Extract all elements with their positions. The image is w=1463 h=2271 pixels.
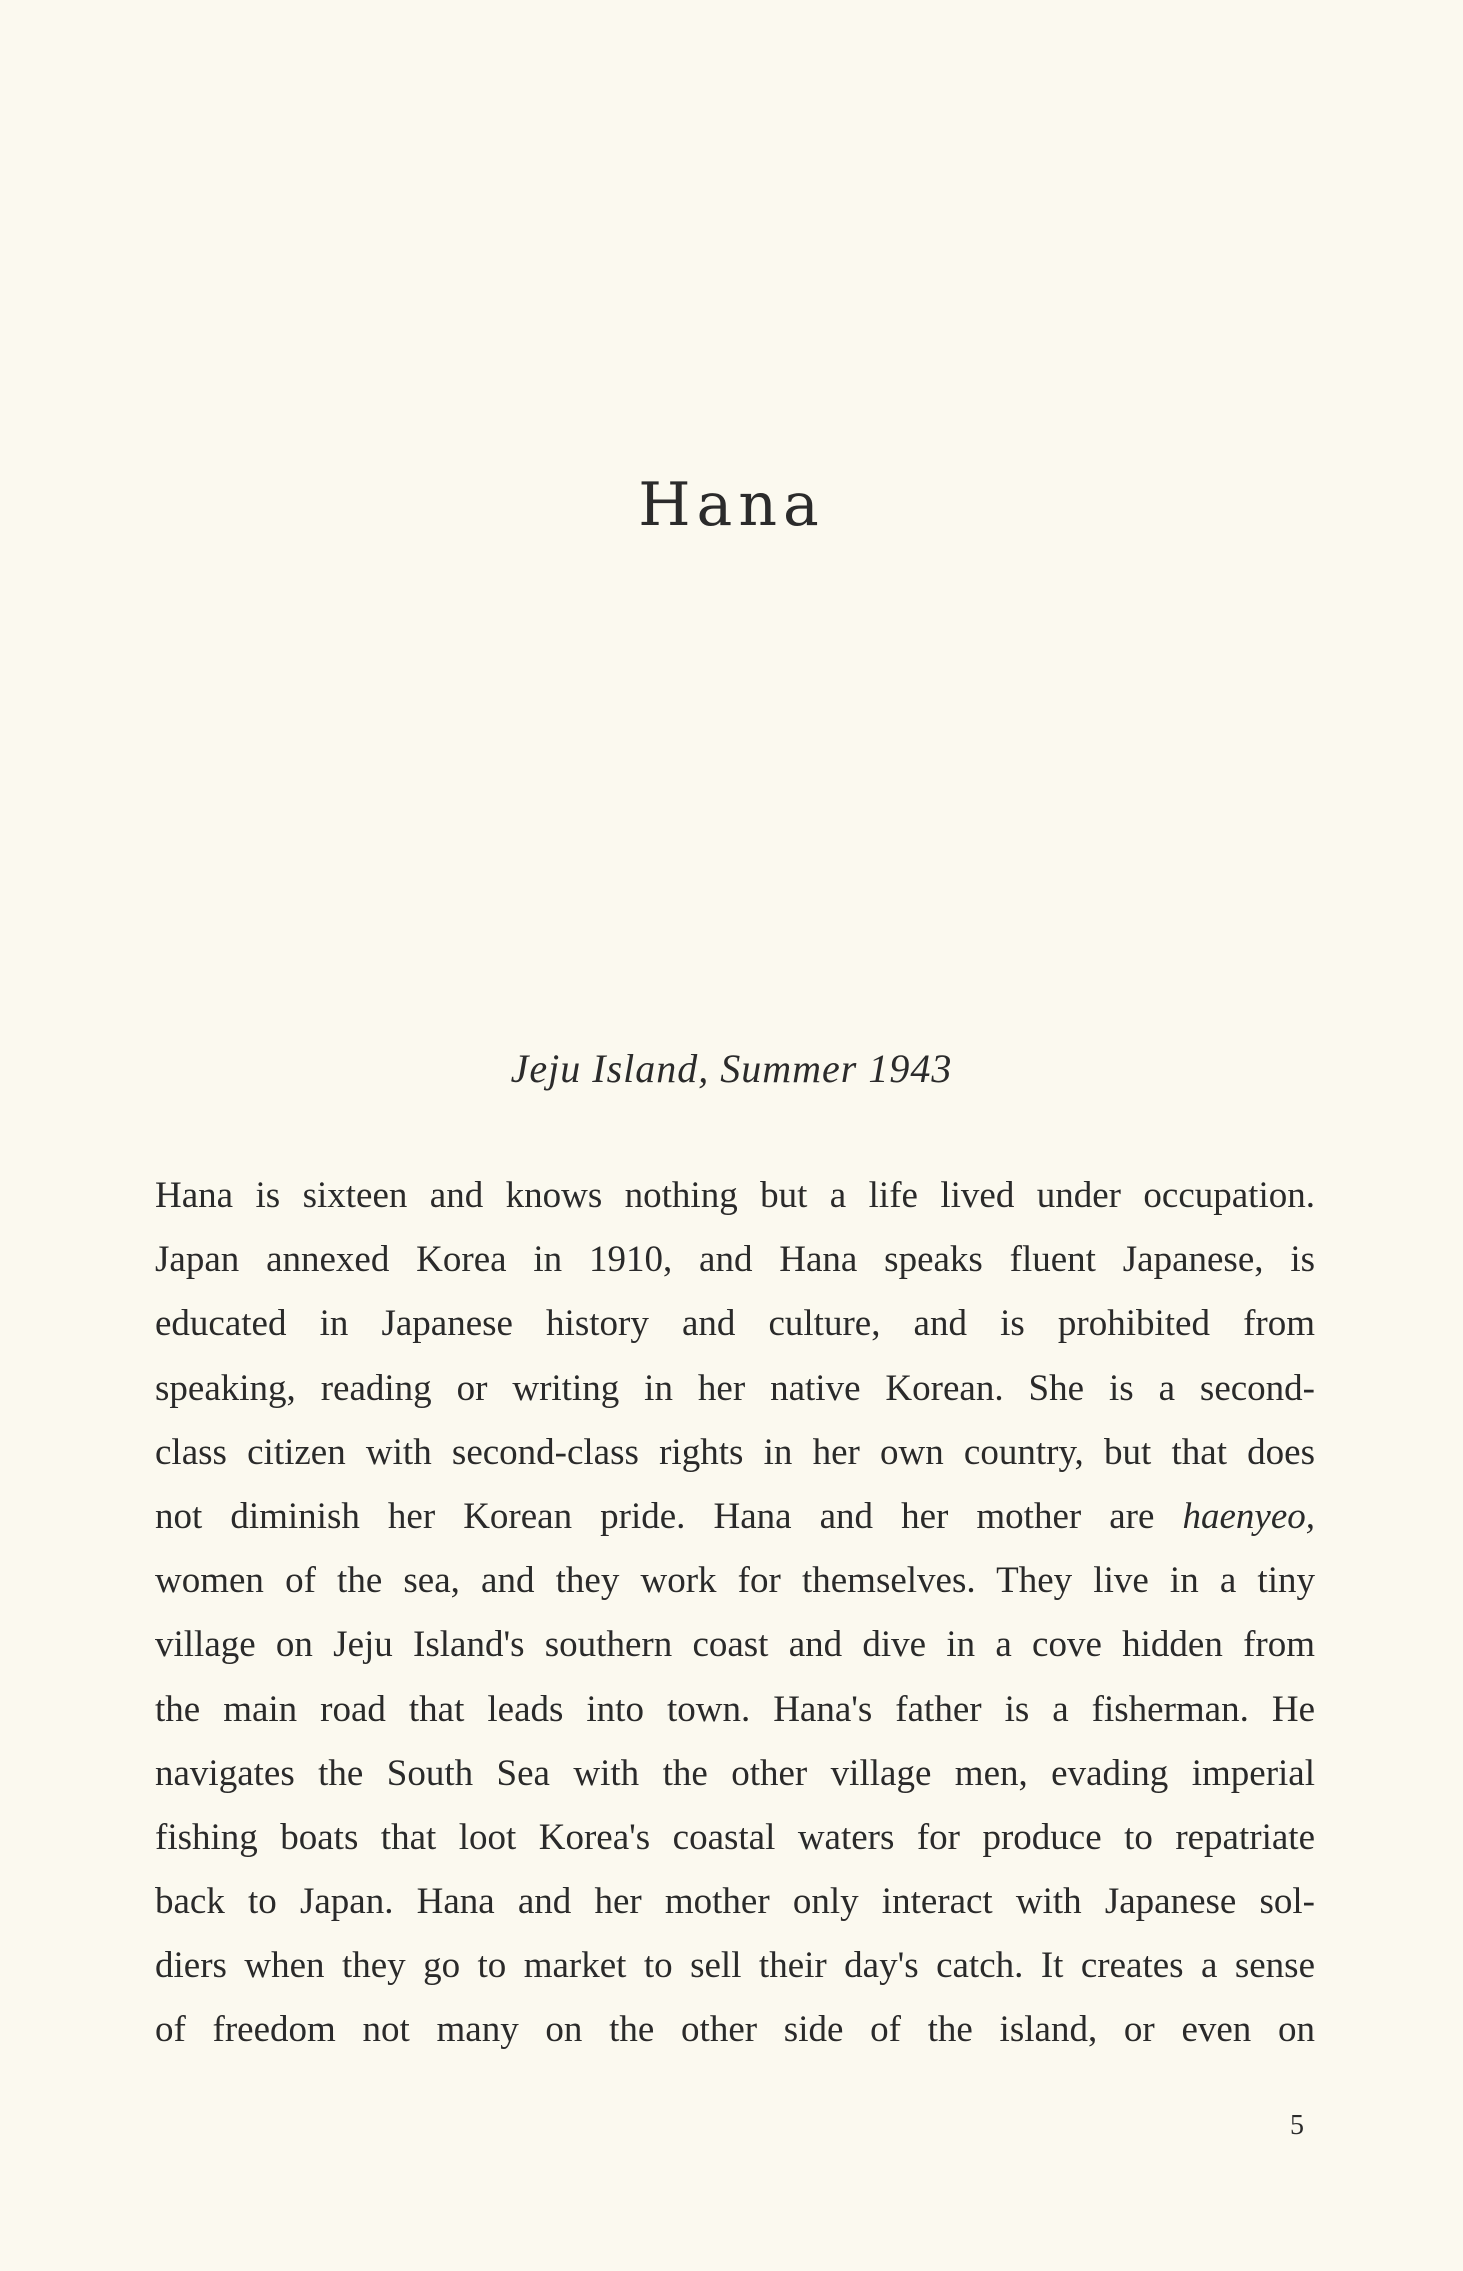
body-line: of freedom not many on the other side of the island, or even on [155,2009,1315,2051]
body-line-text: not diminish her Korean pride. Hana and her mother are [155,1495,1155,1537]
body-line: navigates the South Sea with the other village men, evading imperial [155,1752,1315,1794]
body-line: speaking, reading or writing in her native Korean. She is a second- [155,1367,1315,1409]
italic-term: haenyeo, [1182,1495,1316,1537]
body-line: the main road that leads into town. Hana's father is a fisherman. He [155,1688,1315,1730]
page-number: 5 [1290,2110,1304,2141]
body-line: Hana is sixteen and knows nothing but a life lived under occupation. [155,1175,1315,1216]
body-line: women of the sea, and they work for themselves. They live in a tiny [155,1560,1315,1602]
body-line-with-italic [155,1485,1315,1549]
chapter-title: Hana [638,470,825,540]
body-line: diers when they go to market to sell their day's catch. It creates a sense [155,1945,1315,1987]
body-line: village on Jeju Island's southern coast and dive in a cove hidden from [155,1624,1315,1666]
body-line: educated in Japanese history and culture, and is prohibited from [155,1303,1315,1345]
body-line: back to Japan. Hana and her mother only interact with Japanese sol- [155,1881,1315,1923]
body-paragraph [155,1164,1315,2063]
body-line: Japan annexed Korea in 1910, and Hana speaks fluent Japanese, is [155,1239,1315,1281]
chapter-dateline: Jeju Island, Summer 1943 [510,1046,953,1091]
body-line: class citizen with second-class rights in her own country, but that does [155,1431,1315,1473]
body-line: fishing boats that loot Korea's coastal waters for produce to repatriate [155,1816,1315,1858]
